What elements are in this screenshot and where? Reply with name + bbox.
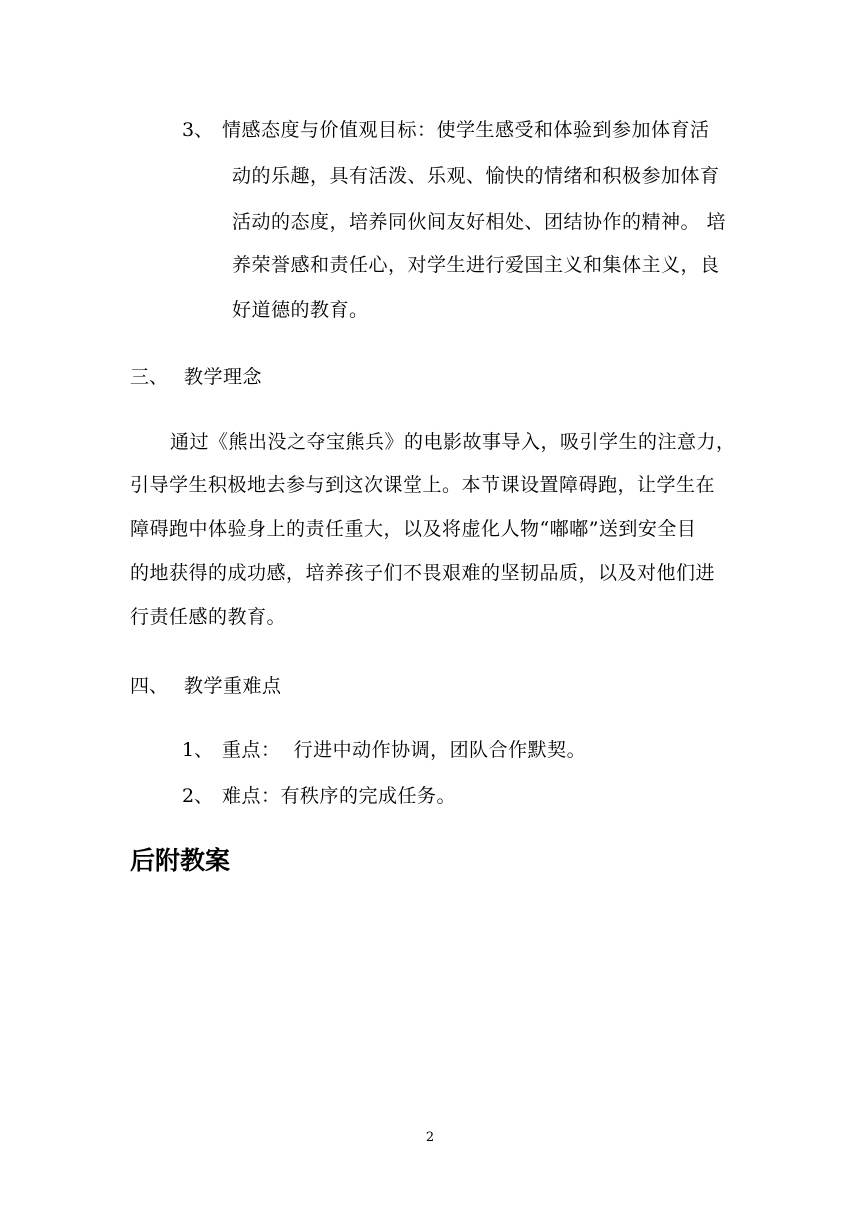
section-4-title: 教学重难点 (184, 675, 282, 697)
section-4-item-2-number: 2、 (182, 785, 214, 807)
section-4-item-1-text: 重点： 行进中动作协调，团队合作默契。 (222, 739, 587, 761)
goal-3-line-2: 动的乐趣，具有活泼、乐观、愉快的情绪和积极参加体育 (232, 165, 720, 187)
section-3-paragraph-line-5: 行责任感的教育。 (130, 606, 287, 628)
section-3-number: 三、 (130, 366, 169, 388)
section-3-paragraph-line-3: 障碍跑中体验身上的责任重大，以及将虚化人物“嘟嘟”送到安全目 (130, 518, 697, 540)
section-4-item-2-text: 难点：有秩序的完成任务。 (222, 785, 457, 807)
goal-3-line-1: 情感态度与价值观目标：使学生感受和体验到参加体育活 (222, 119, 710, 141)
section-3-title: 教学理念 (184, 366, 263, 388)
goal-3-line-5: 好道德的教育。 (232, 299, 369, 321)
section-4-number: 四、 (130, 675, 169, 697)
section-3-paragraph-line-2: 引导学生积极地去参与到这次课堂上。本节课设置障碍跑，让学生在 (130, 474, 716, 496)
goal-3-line-3: 活动的态度，培养同伙间友好相处、团结协作的精神。 培 (232, 211, 727, 233)
appendix-heading: 后附教案 (130, 846, 231, 875)
section-3-paragraph-line-1: 通过《熊出没之夺宝熊兵》的电影故事导入，吸引学生的注意力， (170, 431, 736, 453)
section-4-item-1-number: 1、 (182, 739, 214, 761)
goal-3-number: 3、 (182, 119, 214, 141)
goal-3-line-4: 养荣誉感和责任心，对学生进行爱国主义和集体主义，良 (232, 254, 720, 276)
page-number: 2 (425, 1130, 435, 1145)
section-3-paragraph-line-4: 的地获得的成功感，培养孩子们不畏艰难的坚韧品质，以及对他们进 (130, 562, 716, 584)
